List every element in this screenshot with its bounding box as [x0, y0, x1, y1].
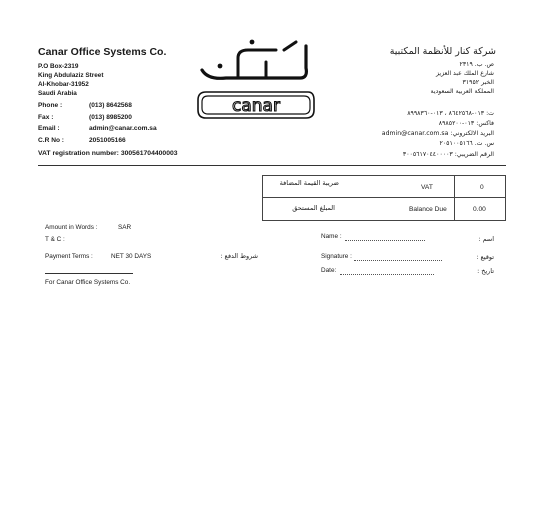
- signature-label: Signature :: [321, 253, 352, 260]
- signature-label-ar: توقيع :: [476, 253, 494, 261]
- name-label-ar: اسم :: [478, 235, 494, 243]
- for-company: For Canar Office Systems Co.: [45, 279, 131, 286]
- phone-value: (013) 8642568: [89, 102, 132, 109]
- canar-latin-logo: [196, 86, 316, 122]
- vat-label-ar: ضريبة القيمة المضافة: [279, 179, 339, 187]
- fax-label: Fax :: [38, 114, 54, 121]
- signature-field[interactable]: [354, 260, 442, 261]
- payment-terms-value: NET 30 DAYS: [111, 253, 152, 260]
- fax-ar: فاكس: ٠١٣-٨٩٨٥٢٠٠: [438, 120, 494, 127]
- header-divider: [38, 165, 506, 166]
- canar-arabic-logo: [196, 36, 311, 86]
- email-label: Email :: [38, 125, 60, 132]
- company-name-en: Canar Office Systems Co.: [38, 46, 167, 58]
- address-line: Al-Khobar-31952: [38, 81, 89, 88]
- cr-value: 2051005166: [89, 137, 126, 144]
- phone-ar: ت: ٠١٣-٨٦٤٢٥٦٨ ، ٠١٣-٨٩٩٨٣٦٠: [407, 110, 494, 117]
- totals-box: [262, 175, 506, 221]
- totals-row-divider: [263, 197, 505, 198]
- name-line[interactable]: [345, 240, 425, 241]
- cr-label: C.R No :: [38, 137, 65, 144]
- address-line: King Abdulaziz Street: [38, 72, 104, 79]
- address-line-ar: الخبر ٣١٩٥٢: [462, 79, 494, 86]
- address-line-ar: ص. ب. ٢٣١٩: [459, 61, 494, 68]
- date-label-ar: تاريخ :: [477, 267, 494, 275]
- vat-label: VAT: [421, 184, 433, 191]
- address-line-ar: شارع الملك عبد العزيز: [435, 70, 494, 77]
- payment-terms-ar: شروط الدفع :: [220, 252, 258, 260]
- signature-line: [45, 273, 133, 274]
- name-label: Name :: [321, 233, 342, 240]
- balance-label-ar: المبلغ المستحق: [292, 204, 335, 212]
- amount-in-words-label: Amount in Words :: [45, 224, 98, 231]
- address-line: P.O Box-2319: [38, 63, 79, 70]
- balance-due-label: Balance Due: [409, 206, 447, 213]
- tc-label: T & C :: [45, 236, 65, 243]
- phone-label: Phone :: [38, 102, 63, 109]
- logo-text: canar: [232, 96, 280, 116]
- payment-terms-label: Payment Terms :: [45, 253, 93, 260]
- date-field[interactable]: [340, 274, 434, 275]
- vat-registration: VAT registration number: 300561704400003: [38, 150, 178, 157]
- tax-number-ar: الرقم الضريبي: ٣٠٠٥٦١٧٠٤٤٠٠٠٠٣: [402, 151, 494, 158]
- email-value: admin@canar.com.sa: [89, 125, 157, 132]
- balance-due-value: 0.00: [473, 206, 486, 213]
- fax-value: (013) 8985200: [89, 114, 132, 121]
- amount-in-words-value: SAR: [118, 224, 132, 231]
- address-line-ar: المملكة العربية السعودية: [430, 88, 494, 95]
- company-name-ar: شركة كنار للأنظمة المكتبية: [389, 46, 496, 57]
- address-line: Saudi Arabia: [38, 90, 77, 97]
- vat-value: 0: [480, 184, 484, 191]
- email-ar: البريد الالكتروني: admin@canar.com.sa: [381, 130, 494, 137]
- totals-column-divider: [454, 176, 455, 220]
- cr-ar: س. ت. ٢٠٥١٠٠٥١٦٦: [439, 140, 494, 147]
- date-label: Date:: [321, 267, 337, 274]
